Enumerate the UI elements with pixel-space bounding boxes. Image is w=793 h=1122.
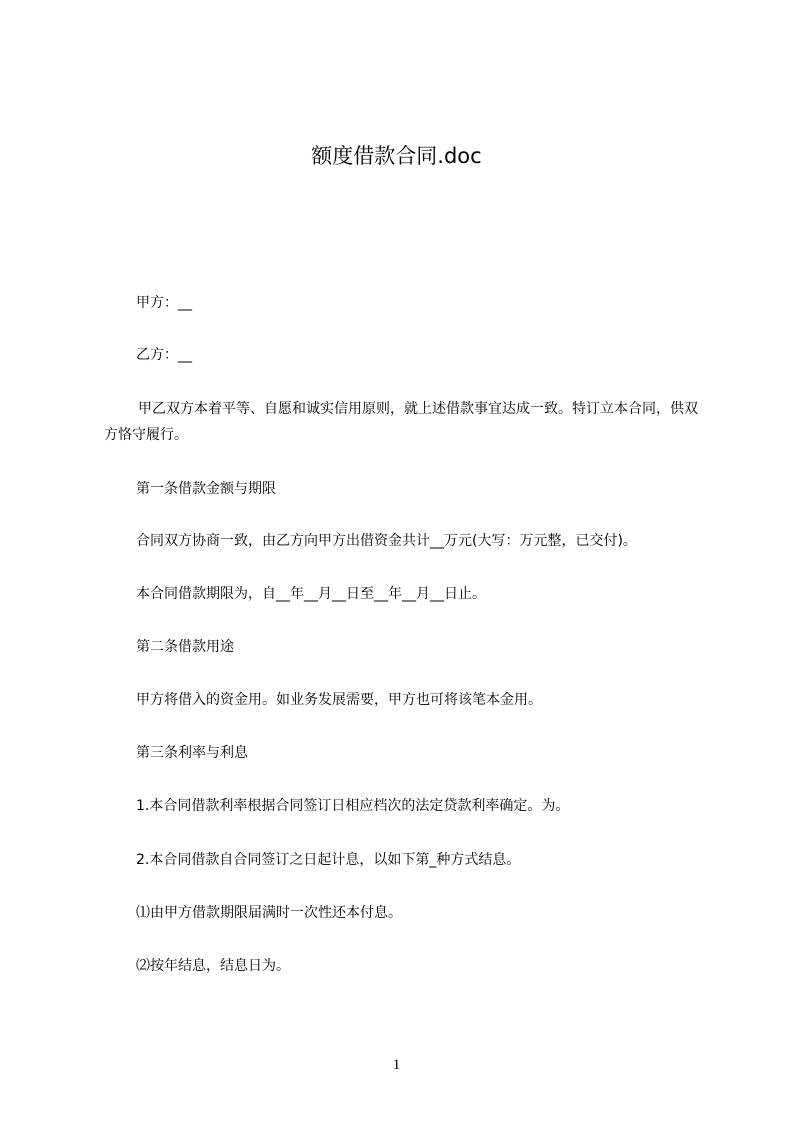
article3-option1-line: ⑴由甲方借款期限届满时一次性还本付息。: [136, 905, 402, 921]
article2-body-line: 甲方将借入的资金用。如业务发展需要，甲方也可将该笔本金用。: [136, 692, 542, 708]
article3-item1-line: 1.本合同借款利率根据合同签订日相应档次的法定贷款利率确定。为。: [136, 798, 570, 814]
page-number: 1: [392, 1057, 401, 1073]
party-a-line: 甲方：__: [136, 295, 192, 311]
article2-heading: 第二条借款用途: [136, 639, 234, 655]
intro-paragraph: 甲乙双方本着平等、自愿和诚实信用原则，就上述借款事宜达成一致。特订立本合同，供双方恪守履行。: [104, 401, 698, 443]
article1-amount-line: 合同双方协商一致，由乙方向甲方出借资金共计__万元(大写：万元整，已交付)。: [136, 533, 637, 549]
article3-heading: 第三条利率与利息: [136, 745, 248, 761]
article1-heading: 第一条借款金额与期限: [136, 481, 276, 497]
article3-option2-line: ⑵按年结息，结息日为。: [136, 958, 290, 974]
party-b-line: 乙方：__: [136, 347, 192, 363]
article1-term-line: 本合同借款期限为，自__年__月__日至__年__月__日止。: [136, 586, 486, 602]
article3-item2-line: 2.本合同借款自合同签订之日起计息，以如下第_种方式结息。: [136, 852, 521, 868]
document-title: 额度借款合同.doc: [311, 144, 482, 168]
